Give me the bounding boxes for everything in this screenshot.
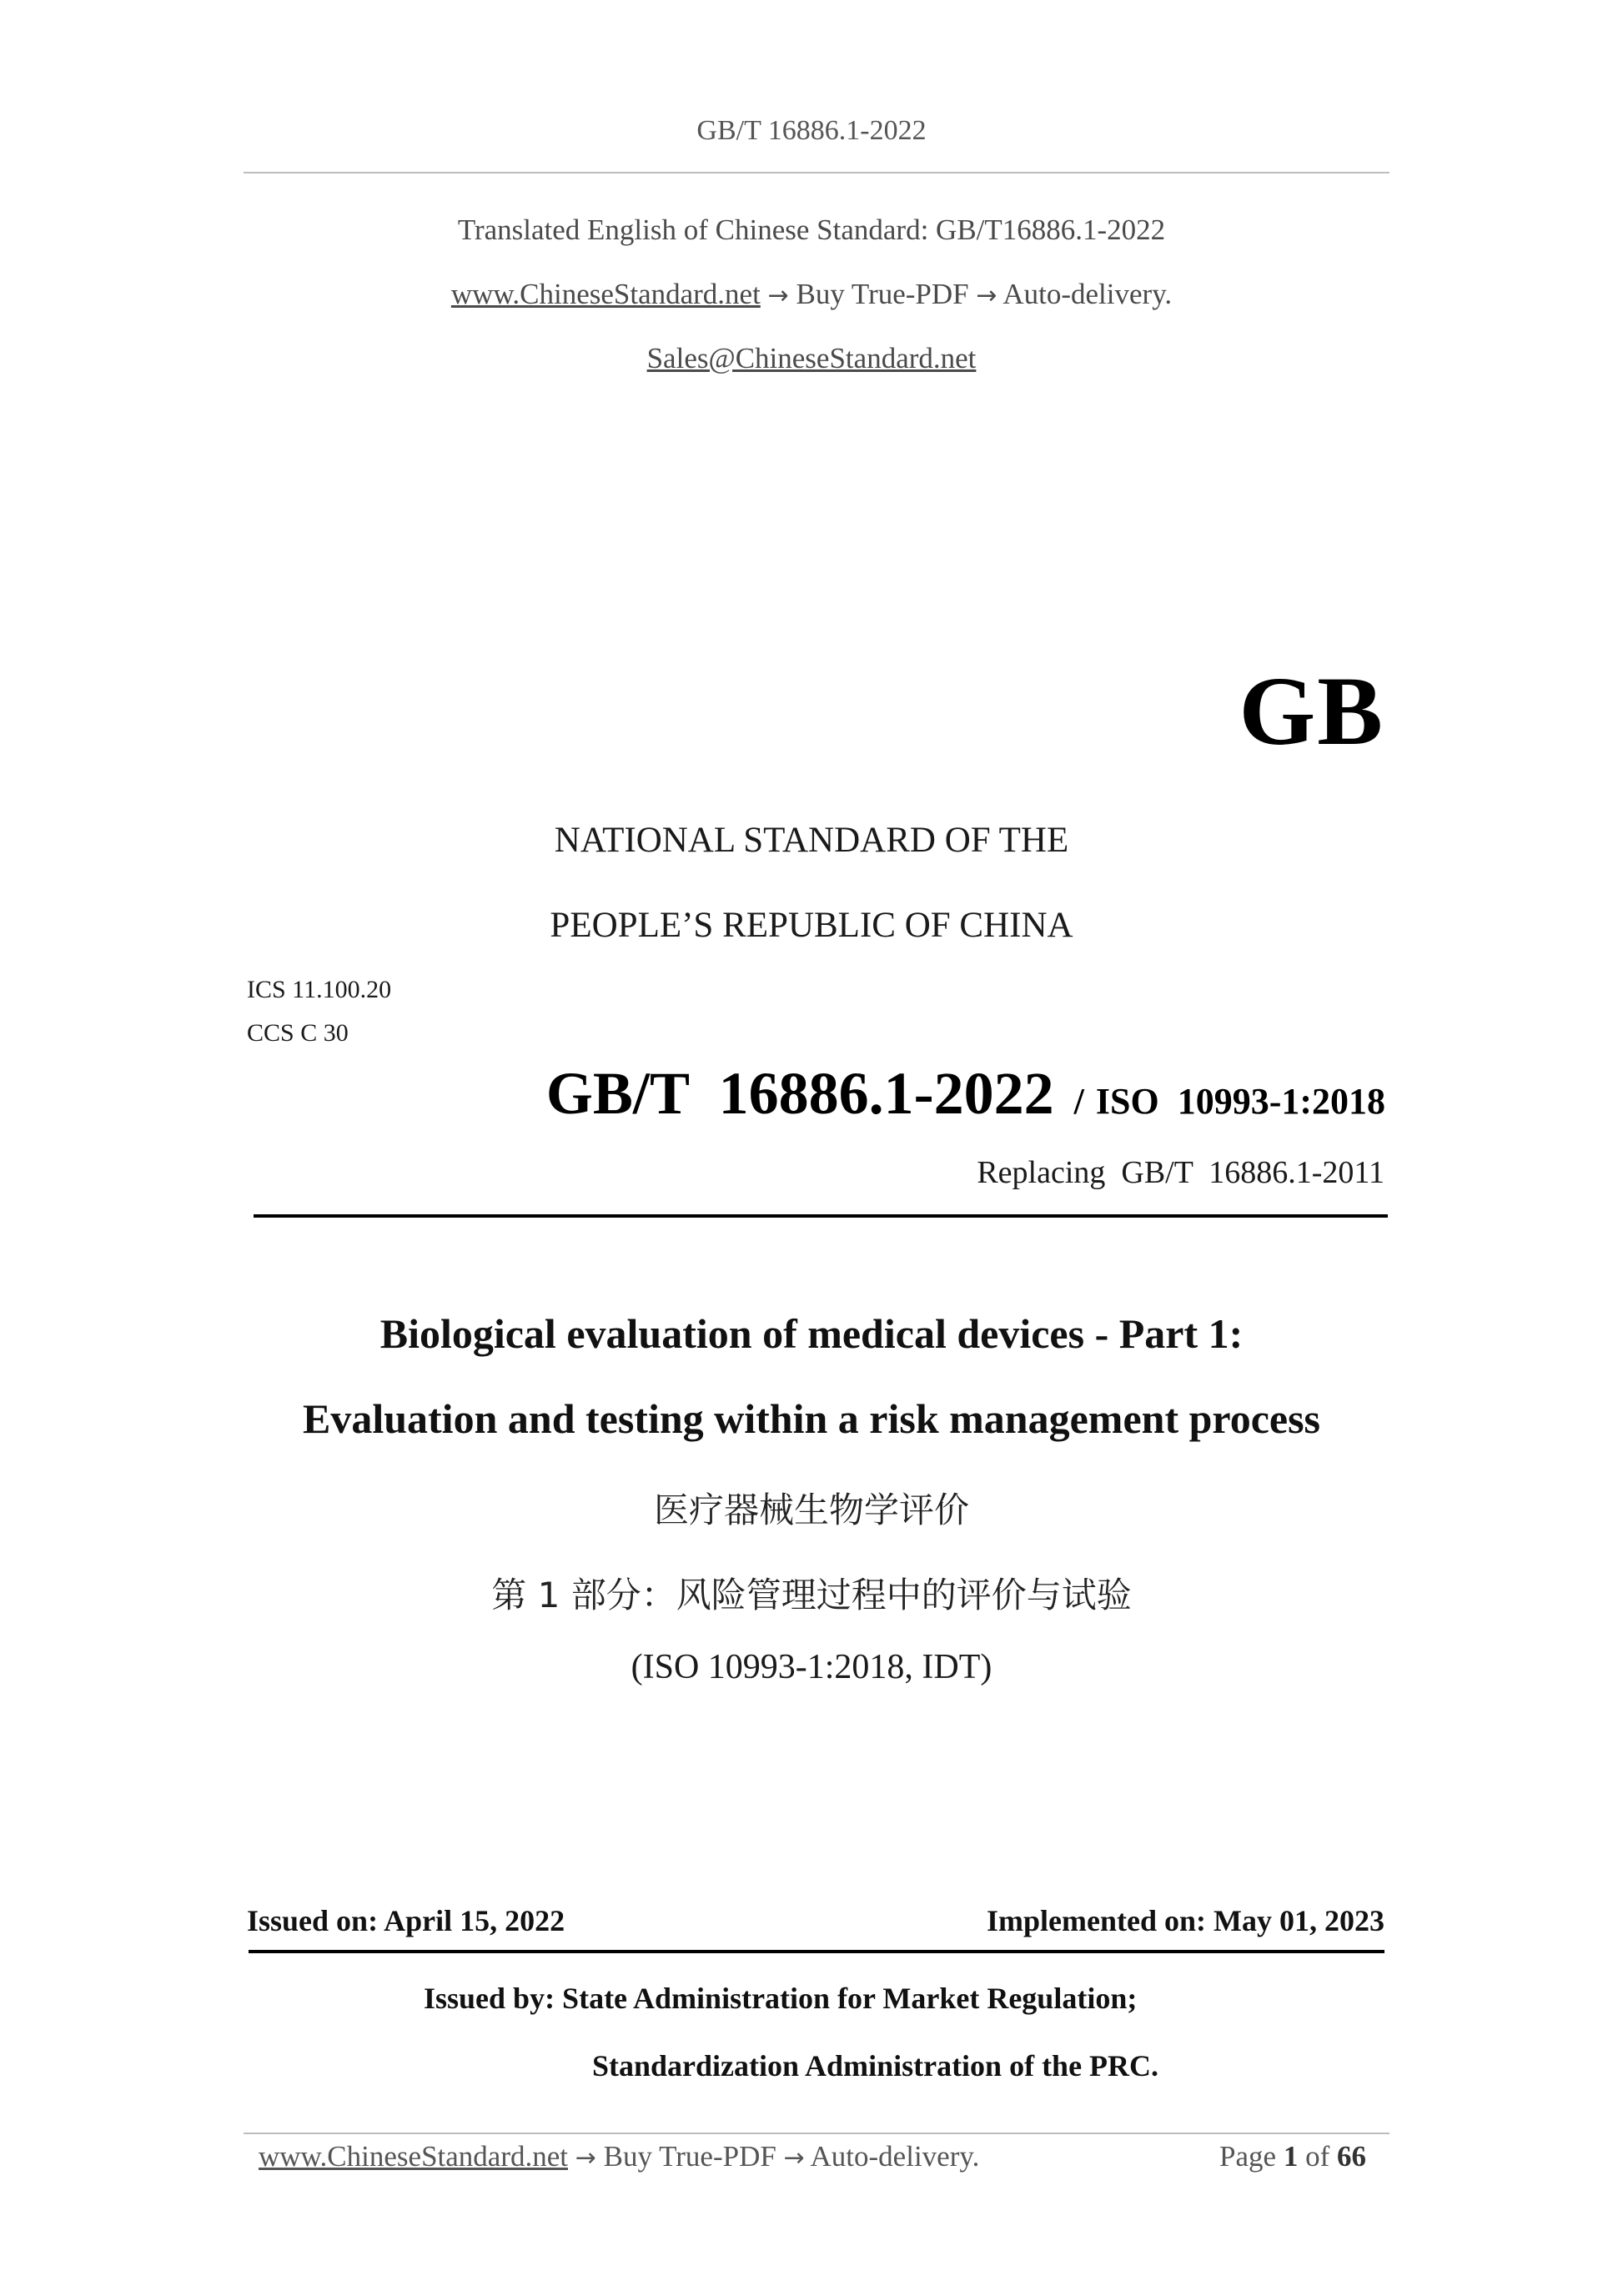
auto-delivery-text: Auto-delivery.: [1002, 278, 1173, 310]
running-header: GB/T 16886.1-2022: [696, 115, 927, 146]
arrow-right-icon: →: [976, 281, 997, 310]
national-standard-line-1: NATIONAL STANDARD OF THE: [554, 821, 1069, 860]
title-divider: [254, 1214, 1388, 1218]
footer-divider: [244, 2133, 1389, 2134]
page-total: 66: [1337, 2140, 1366, 2173]
issued-divider: [249, 1950, 1384, 1953]
document-title-line-2: Evaluation and testing within a risk management process: [302, 1395, 1321, 1442]
chinese-title-line-2: 第 1 部分：风险管理过程中的评价与试验: [491, 1575, 1132, 1615]
implemented-on-date: Implemented on: May 01, 2023: [987, 1904, 1384, 1937]
identical-standard: (ISO 10993-1:2018, IDT): [631, 1648, 992, 1686]
buy-true-pdf-text: Buy True-PDF: [796, 278, 969, 310]
ccs-code: CCS C 30: [247, 1019, 349, 1047]
issued-by-line-2: Standardization Administration of the PRC.: [592, 2049, 1159, 2082]
footer-delivery-text: Auto-delivery.: [810, 2140, 980, 2173]
page-label: Page: [1219, 2140, 1277, 2173]
promo-line: [0, 278, 1623, 311]
chinese-title-line-1: 医疗器械生物学评价: [653, 1490, 969, 1530]
standard-number: [546, 1059, 1385, 1128]
header-divider: [244, 172, 1389, 173]
translation-notice: Translated English of Chinese Standard: GB/T16886.1-2022: [457, 214, 1166, 246]
page-indicator: [1219, 2140, 1366, 2173]
page-number: 1: [1283, 2140, 1299, 2173]
email-line: [0, 342, 1623, 375]
gb-logo: GB: [1239, 656, 1384, 766]
footer-buy-text: Buy True-PDF: [603, 2140, 776, 2173]
replacing-standard: Replacing GB/T 16886.1-2011: [977, 1155, 1384, 1190]
site-link[interactable]: www.ChineseStandard.net: [450, 278, 761, 310]
footer-promo: [259, 2140, 979, 2173]
of-label: of: [1305, 2140, 1330, 2173]
ics-code: ICS 11.100.20: [247, 976, 392, 1003]
number-separator: /: [1073, 1081, 1084, 1122]
document-title-line-1: Biological evaluation of medical devices - Part 1:: [379, 1310, 1244, 1357]
sales-email-link[interactable]: Sales@ChineseStandard.net: [646, 342, 977, 374]
arrow-right-icon: →: [575, 2143, 596, 2173]
iso-standard-number: ISO 10993-1:2018: [1095, 1081, 1385, 1122]
issued-by-line-1: Issued by: State Administration for Market Regulation;: [424, 1982, 1138, 2015]
issued-on-date: Issued on: April 15, 2022: [247, 1904, 565, 1937]
national-standard-line-2: PEOPLE’S REPUBLIC OF CHINA: [550, 906, 1073, 945]
arrow-right-icon: →: [767, 281, 789, 310]
arrow-right-icon: →: [783, 2143, 805, 2173]
footer-site-link[interactable]: www.ChineseStandard.net: [259, 2140, 568, 2173]
gb-standard-number: GB/T 16886.1-2022: [545, 1060, 1054, 1127]
